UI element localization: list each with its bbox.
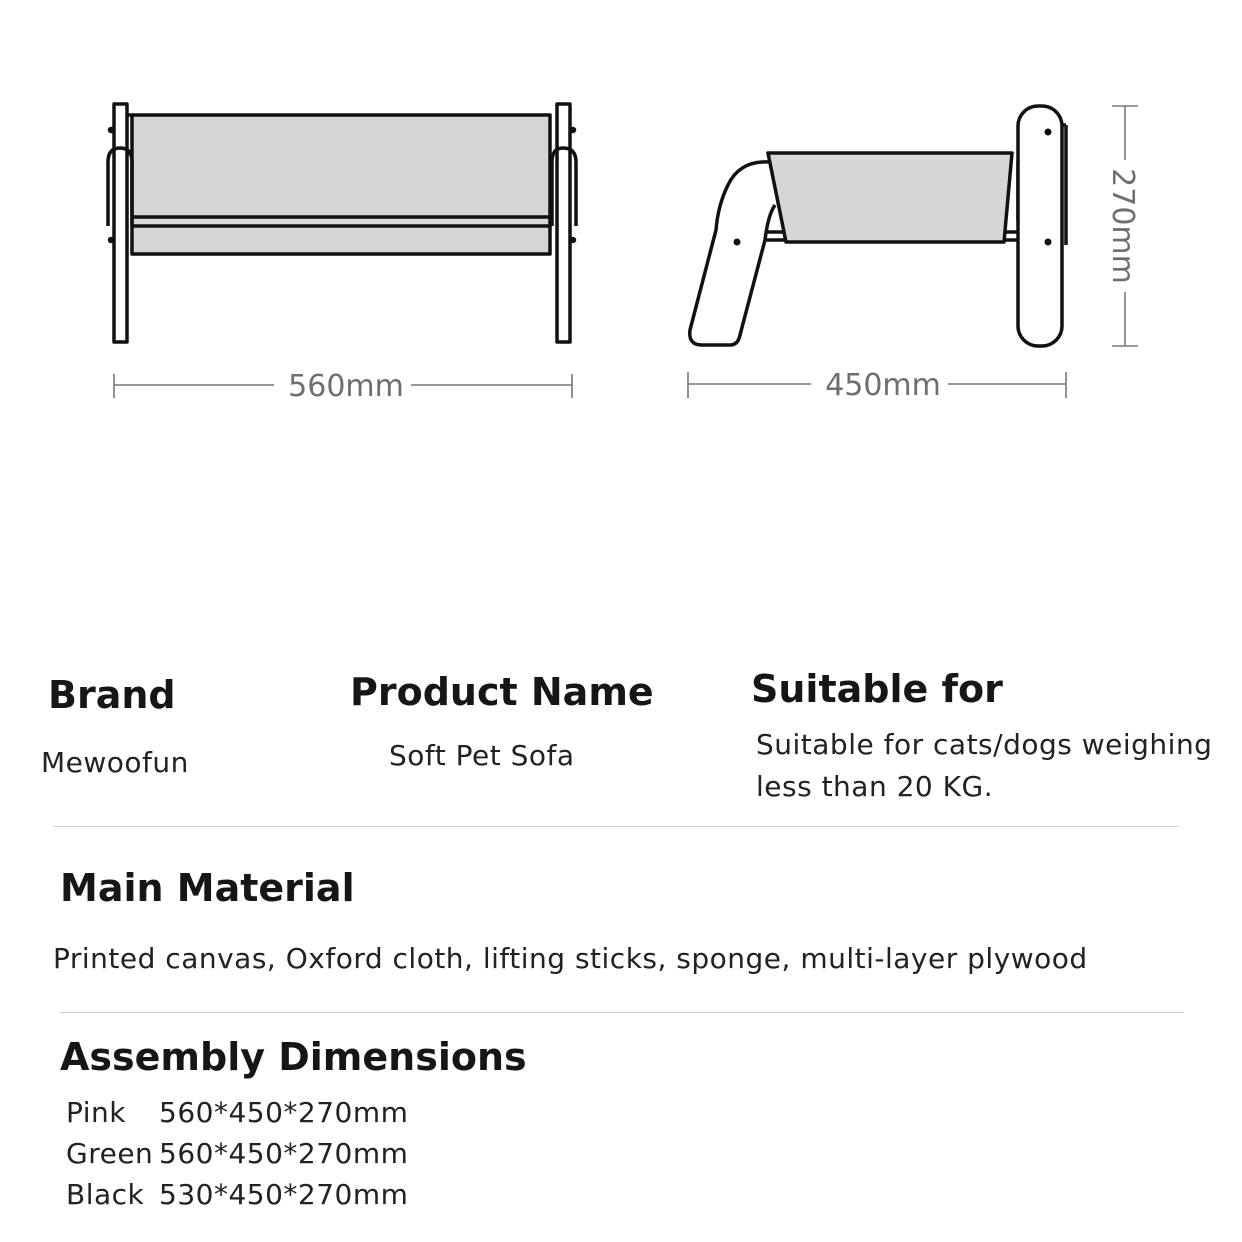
width-dimension-label: 560mm: [288, 369, 404, 404]
assembly-row-black: [66, 1178, 408, 1211]
assembly-row-pink: [66, 1096, 408, 1129]
brand-value: Mewoofun: [41, 746, 189, 779]
depth-dimension-label: 450mm: [825, 368, 941, 403]
divider: [60, 1012, 1184, 1013]
product-name-heading: Product Name: [350, 670, 654, 714]
assembly-row-green: [66, 1137, 408, 1170]
assembly-color: Pink: [66, 1096, 127, 1129]
product-dimension-drawing: [0, 0, 1242, 600]
divider: [54, 826, 1179, 827]
suitable-for-line-2: less than 20 KG.: [756, 770, 994, 803]
assembly-color: Black: [66, 1178, 145, 1211]
brand-heading: Brand: [48, 673, 176, 717]
assembly-size: 560*450*270mm: [159, 1137, 409, 1170]
height-dimension-label: 270mm: [1105, 168, 1140, 284]
main-material-value: Printed canvas, Oxford cloth, lifting sticks, sponge, multi-layer plywood: [53, 942, 1088, 975]
assembly-dimensions-heading: Assembly Dimensions: [60, 1035, 527, 1079]
assembly-size: 560*450*270mm: [159, 1096, 409, 1129]
product-name-value: Soft Pet Sofa: [389, 739, 575, 772]
suitable-for-line-1: Suitable for cats/dogs weighing: [756, 728, 1213, 761]
assembly-color: Green: [66, 1137, 154, 1170]
side-view-drawing: [690, 106, 1066, 346]
main-material-heading: Main Material: [60, 866, 355, 910]
assembly-size: 530*450*270mm: [159, 1178, 409, 1211]
suitable-for-heading: Suitable for: [751, 667, 1003, 711]
front-view-drawing: [108, 104, 576, 342]
